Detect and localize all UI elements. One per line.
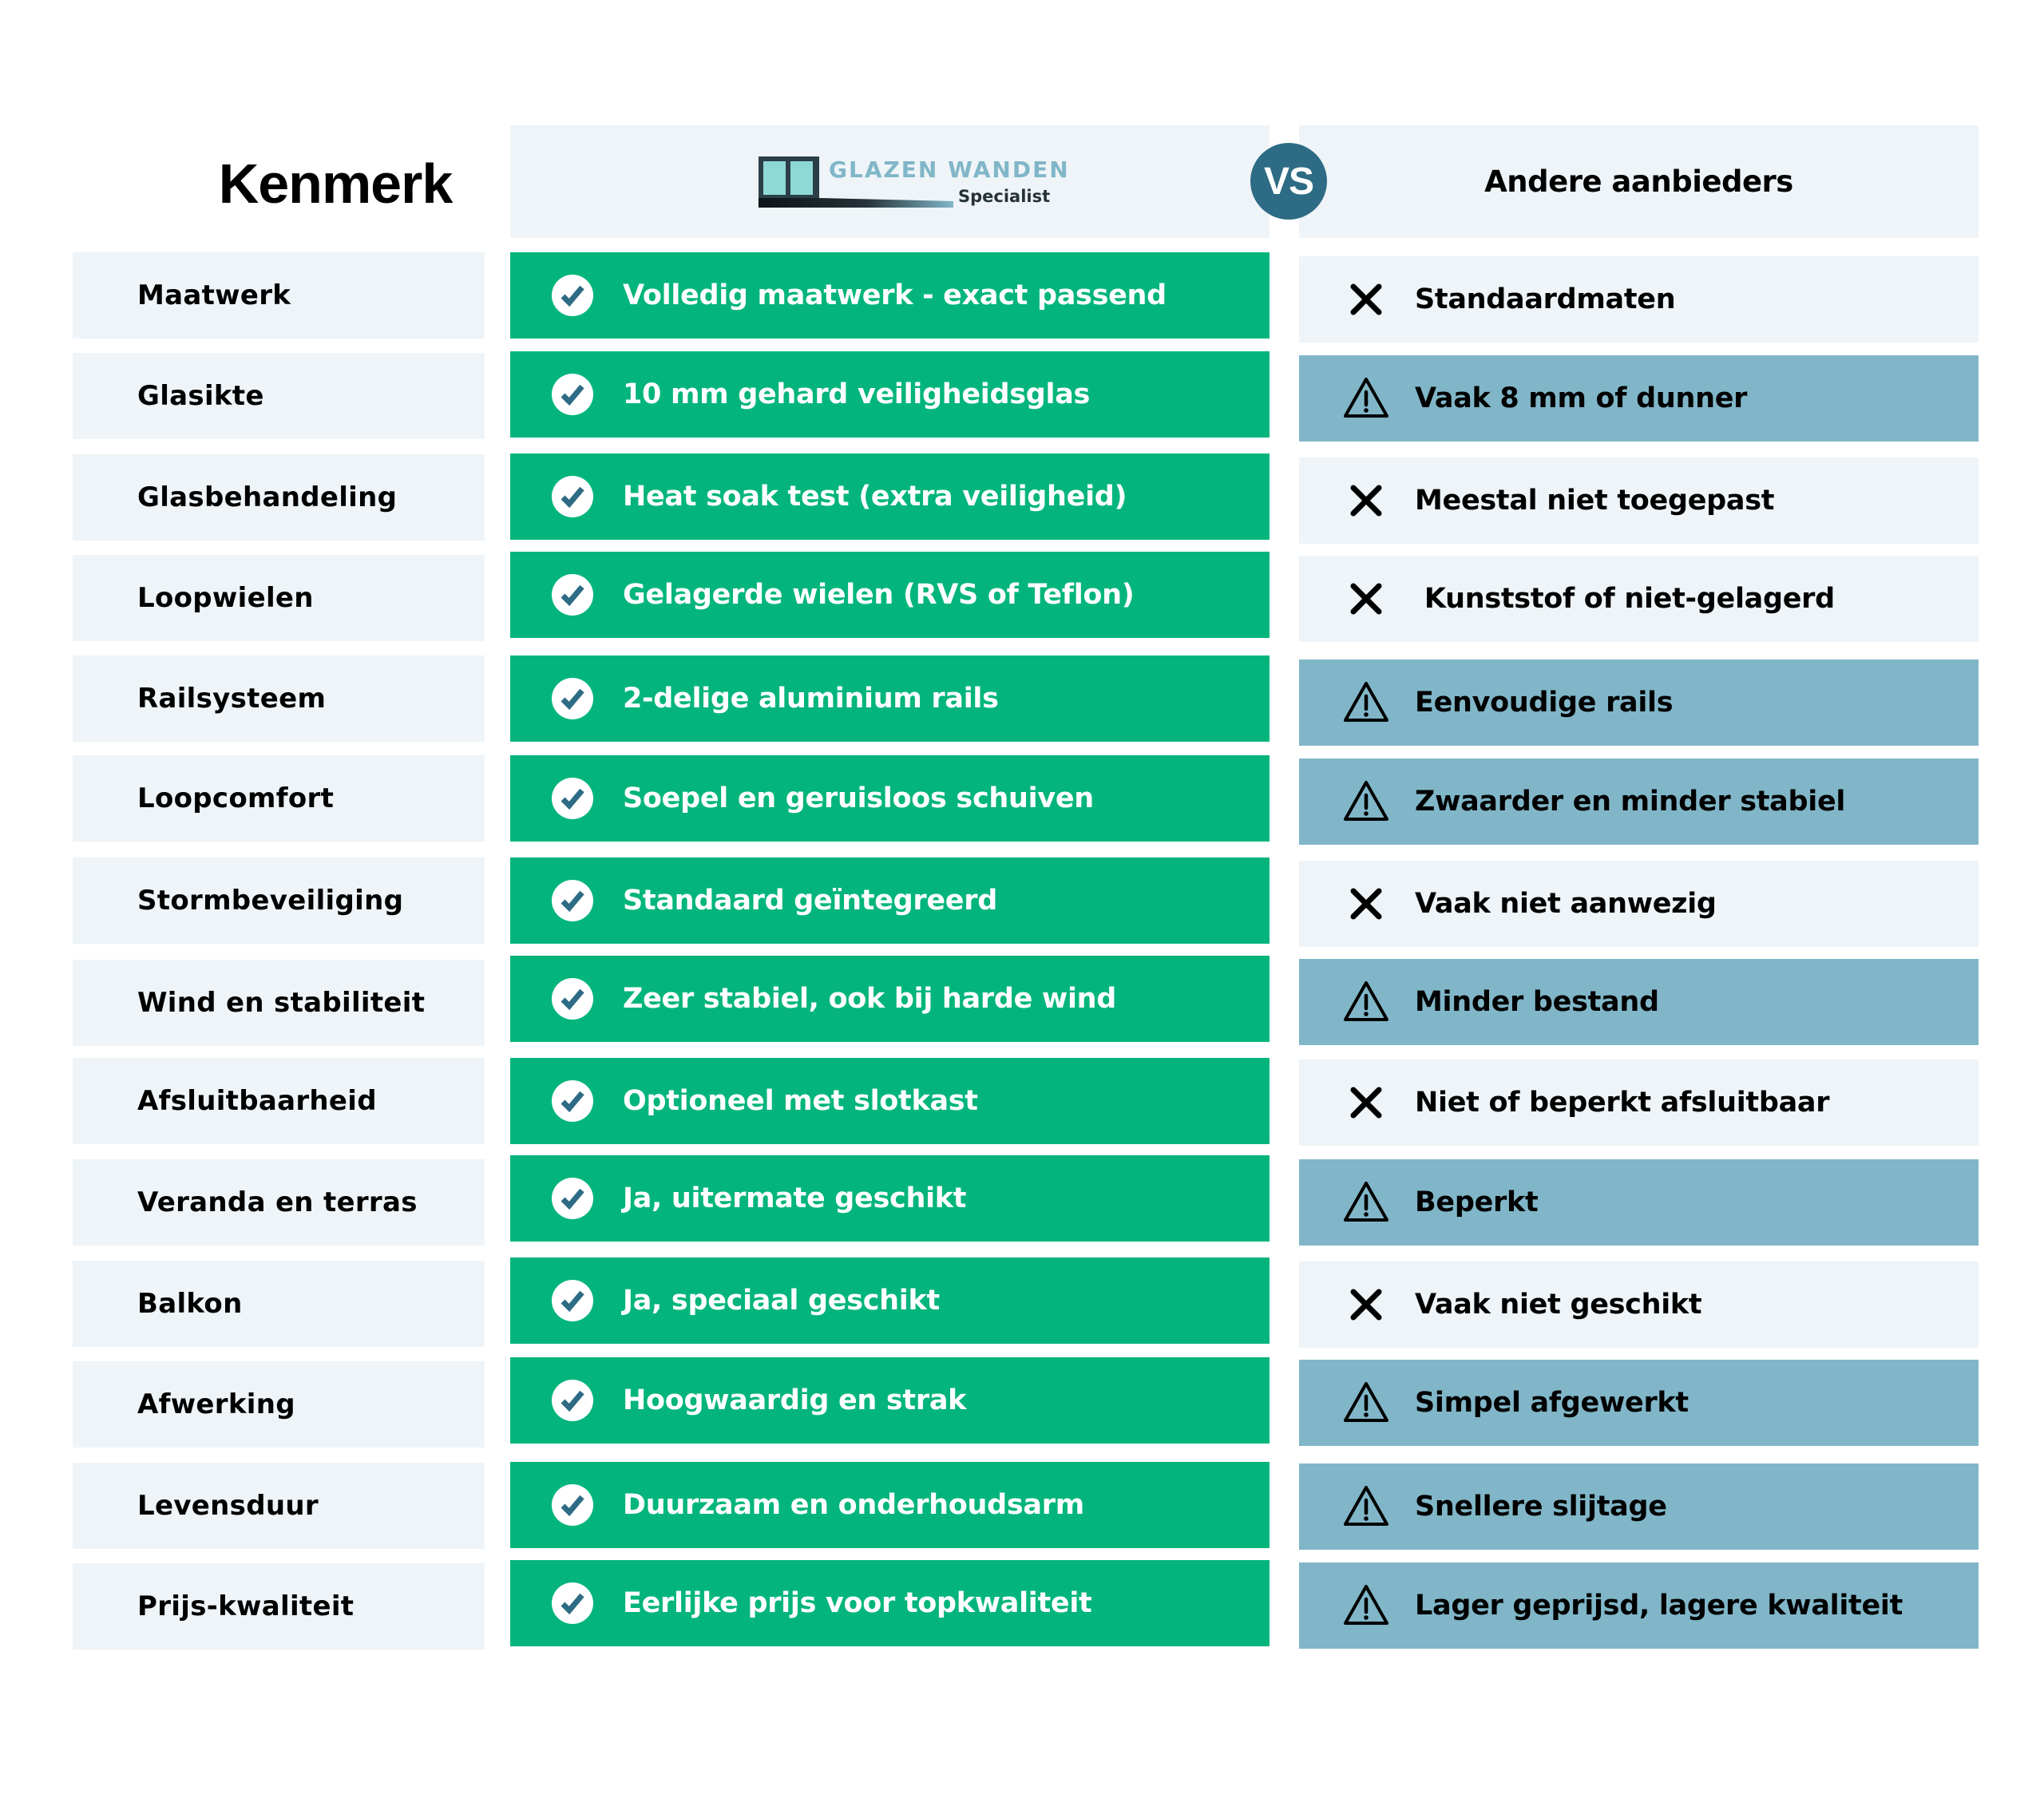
brand-value-text: 2-delige aluminium rails bbox=[623, 683, 999, 715]
competitor-value-text: Meestal niet toegepast bbox=[1415, 485, 1775, 517]
feature-label: Loopcomfort bbox=[137, 782, 335, 814]
brand-value-text: Zeer stabiel, ook bij harde wind bbox=[623, 983, 1117, 1015]
competitor-value-text: Kunststof of niet-gelagerd bbox=[1415, 583, 1835, 615]
feature-cell bbox=[73, 353, 485, 439]
brand-value-text: Hoogwaardig en strak bbox=[623, 1384, 967, 1416]
brand-value-text: 10 mm gehard veiligheidsglas bbox=[623, 378, 1091, 410]
competitor-value-cell bbox=[1299, 959, 1979, 1045]
check-circle-icon bbox=[552, 1280, 593, 1321]
feature-cell bbox=[73, 857, 485, 944]
competitor-value-text: Vaak 8 mm of dunner bbox=[1415, 382, 1748, 414]
competitor-value-text: Standaardmaten bbox=[1415, 283, 1676, 315]
competitor-value-cell bbox=[1299, 1261, 1979, 1348]
check-circle-icon bbox=[552, 880, 593, 921]
feature-label: Railsysteem bbox=[137, 683, 327, 715]
check-circle-icon bbox=[552, 1178, 593, 1219]
feature-label: Levensduur bbox=[137, 1490, 319, 1522]
competitor-value-text: Eenvoudige rails bbox=[1415, 687, 1674, 719]
x-icon bbox=[1342, 277, 1390, 322]
feature-cell bbox=[73, 252, 485, 339]
feature-cell bbox=[73, 454, 485, 541]
brand-value-text: Heat soak test (extra veiligheid) bbox=[623, 481, 1127, 513]
competitor-value-text: Vaak niet aanwezig bbox=[1415, 888, 1717, 920]
competitor-value-cell bbox=[1299, 355, 1979, 442]
competitor-value-text: Vaak niet geschikt bbox=[1415, 1289, 1702, 1321]
check-circle-icon bbox=[552, 1484, 593, 1526]
feature-cell bbox=[73, 1058, 485, 1144]
check-circle-icon bbox=[552, 1380, 593, 1421]
competitor-value-text: Minder bestand bbox=[1415, 986, 1659, 1018]
competitor-value-cell bbox=[1299, 1059, 1979, 1146]
brand-value-cell bbox=[510, 655, 1270, 742]
brand-value-cell bbox=[510, 1462, 1270, 1548]
warning-icon bbox=[1342, 680, 1390, 725]
competitor-value-cell bbox=[1299, 1159, 1979, 1246]
check-circle-icon bbox=[552, 778, 593, 819]
warning-icon bbox=[1342, 779, 1390, 824]
feature-label: Balkon bbox=[137, 1288, 243, 1320]
competitor-value-cell bbox=[1299, 659, 1979, 746]
brand-value-cell bbox=[510, 252, 1270, 339]
competitor-value-cell bbox=[1299, 1562, 1979, 1649]
competitor-value-cell bbox=[1299, 861, 1979, 947]
warning-icon bbox=[1342, 1380, 1390, 1425]
competitor-value-cell bbox=[1299, 1360, 1979, 1446]
feature-cell bbox=[73, 960, 485, 1046]
check-circle-icon bbox=[552, 374, 593, 415]
brand-value-cell bbox=[510, 1357, 1270, 1444]
brand-value-text: Volledig maatwerk - exact passend bbox=[623, 279, 1167, 311]
brand-value-cell bbox=[510, 857, 1270, 944]
feature-label: Veranda en terras bbox=[137, 1186, 418, 1218]
feature-label: Wind en stabiliteit bbox=[137, 987, 426, 1019]
competitor-value-cell bbox=[1299, 256, 1979, 343]
brand-column-header bbox=[510, 125, 1270, 238]
feature-cell bbox=[73, 1361, 485, 1448]
competitor-value-cell bbox=[1299, 1463, 1979, 1550]
check-circle-icon bbox=[552, 1080, 593, 1122]
feature-label: Stormbeveiliging bbox=[137, 885, 404, 917]
competitor-value-text: Zwaarder en minder stabiel bbox=[1415, 786, 1846, 818]
feature-column-title: Kenmerk bbox=[218, 152, 453, 215]
warning-icon bbox=[1342, 980, 1390, 1024]
feature-label: Prijs-kwaliteit bbox=[137, 1590, 355, 1622]
check-circle-icon bbox=[552, 574, 593, 616]
feature-cell bbox=[73, 1563, 485, 1650]
logo-title: GLAZEN WANDEN bbox=[829, 156, 1070, 183]
brand-value-cell bbox=[510, 552, 1270, 638]
check-circle-icon bbox=[552, 275, 593, 316]
brand-value-text: Optioneel met slotkast bbox=[623, 1085, 978, 1117]
brand-value-cell bbox=[510, 453, 1270, 540]
competitor-value-text: Niet of beperkt afsluitbaar bbox=[1415, 1087, 1830, 1119]
feature-label: Afwerking bbox=[137, 1388, 295, 1420]
warning-icon bbox=[1342, 1484, 1390, 1529]
competitor-value-text: Lager geprijsd, lagere kwaliteit bbox=[1415, 1590, 1903, 1622]
competitor-column-title: Andere aanbieders bbox=[1484, 164, 1793, 199]
brand-value-cell bbox=[510, 956, 1270, 1042]
feature-cell bbox=[73, 1463, 485, 1549]
competitor-column-header bbox=[1299, 125, 1979, 238]
x-icon bbox=[1342, 881, 1390, 926]
brand-value-cell bbox=[510, 755, 1270, 842]
x-icon bbox=[1342, 576, 1390, 621]
feature-cell bbox=[73, 555, 485, 641]
brand-value-cell bbox=[510, 1560, 1270, 1646]
feature-cell bbox=[73, 1261, 485, 1347]
brand-value-text: Standaard geïntegreerd bbox=[623, 885, 997, 917]
warning-icon bbox=[1342, 1583, 1390, 1628]
logo-subtitle: Specialist bbox=[958, 187, 1051, 206]
brand-value-text: Ja, uitermate geschikt bbox=[623, 1182, 967, 1214]
brand-value-text: Gelagerde wielen (RVS of Teflon) bbox=[623, 579, 1135, 611]
brand-value-text: Ja, speciaal geschikt bbox=[623, 1285, 940, 1317]
competitor-value-cell bbox=[1299, 758, 1979, 845]
feature-cell bbox=[73, 755, 485, 842]
warning-icon bbox=[1342, 1180, 1390, 1225]
feature-label: Glasbehandeling bbox=[137, 481, 398, 513]
x-icon bbox=[1342, 478, 1390, 523]
check-circle-icon bbox=[552, 476, 593, 517]
brand-value-cell bbox=[510, 351, 1270, 438]
brand-value-text: Duurzaam en onderhoudsarm bbox=[623, 1489, 1084, 1521]
feature-cell bbox=[73, 1159, 485, 1246]
brand-logo bbox=[759, 155, 1070, 211]
check-circle-icon bbox=[552, 978, 593, 1020]
competitor-value-cell bbox=[1299, 556, 1979, 642]
feature-label: Afsluitbaarheid bbox=[137, 1085, 377, 1117]
competitor-value-text: Snellere slijtage bbox=[1415, 1491, 1667, 1523]
feature-label: Maatwerk bbox=[137, 279, 291, 311]
feature-cell bbox=[73, 655, 485, 742]
brand-value-text: Soepel en geruisloos schuiven bbox=[623, 782, 1094, 814]
competitor-value-cell bbox=[1299, 457, 1979, 544]
competitor-value-text: Beperkt bbox=[1415, 1186, 1539, 1218]
brand-value-cell bbox=[510, 1257, 1270, 1344]
warning-icon bbox=[1342, 376, 1390, 421]
x-icon bbox=[1342, 1282, 1390, 1327]
x-icon bbox=[1342, 1080, 1390, 1125]
brand-value-text: Eerlijke prijs voor topkwaliteit bbox=[623, 1587, 1092, 1619]
brand-value-cell bbox=[510, 1155, 1270, 1242]
feature-label: Glasikte bbox=[137, 380, 264, 412]
brand-value-cell bbox=[510, 1058, 1270, 1144]
vs-badge: VS bbox=[1250, 143, 1327, 220]
check-circle-icon bbox=[552, 1582, 593, 1624]
competitor-value-text: Simpel afgewerkt bbox=[1415, 1387, 1689, 1419]
feature-label: Loopwielen bbox=[137, 582, 314, 614]
check-circle-icon bbox=[552, 678, 593, 719]
